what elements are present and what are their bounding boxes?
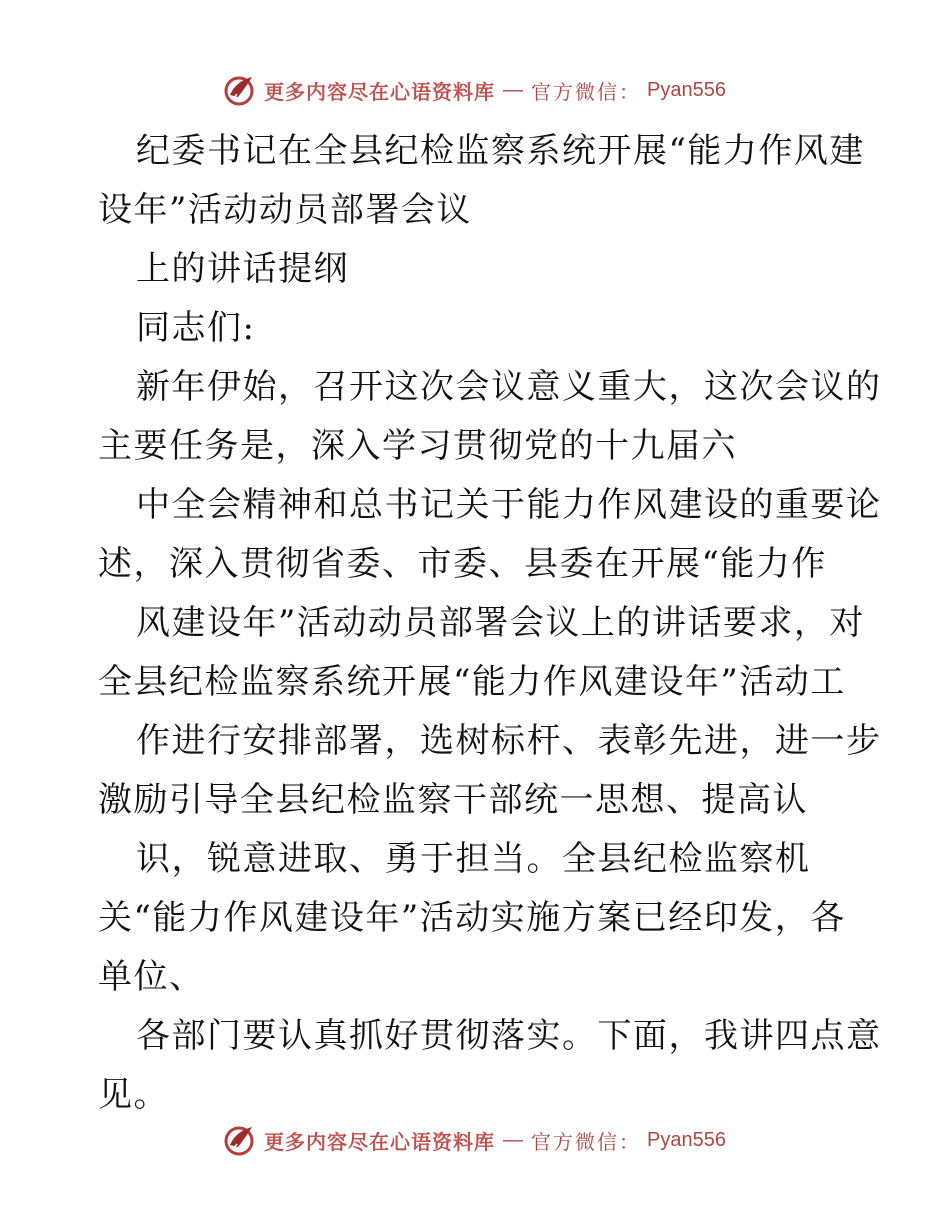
title-line-2: 设年”活动动员部署会议 (98, 190, 472, 230)
document-body (98, 122, 882, 1125)
header-watermark (0, 70, 950, 110)
paragraph-line: 全县纪检监察系统开展“能力作风建设年”活动工 (98, 662, 846, 702)
paragraph-line: 激励引导全县纪检监察干部统一思想、提高认 (98, 780, 808, 820)
pen-logo-icon (224, 73, 258, 107)
watermark-wechat-label: 官方微信： (531, 79, 642, 104)
footer-watermark (0, 1120, 950, 1160)
paragraph-line: 中全会精神和总书记关于能力作风建设的重要论 (136, 485, 882, 525)
paragraph-line: 各部门要认真抓好贯彻落实。下面，我讲四点意 (136, 1016, 882, 1056)
paragraph-line: 作进行安排部署，选树标杆、表彰先进，进一步 (136, 721, 882, 761)
watermark-main-text: 更多内容尽在心语资料库 (264, 79, 496, 104)
watermark-wechat-id: Pyan556 (647, 78, 726, 101)
paragraph-line: 新年伊始，召开这次会议意义重大，这次会议的 (136, 367, 882, 407)
paragraph-line: 见。 (98, 1075, 169, 1115)
paragraph-line: 关“能力作风建设年”活动实施方案已经印发，各 (98, 898, 846, 938)
title-line-3: 上的讲话提纲 (136, 249, 349, 289)
pen-logo-icon (224, 1123, 258, 1157)
salutation: 同志们: (136, 308, 256, 348)
watermark-dash: — (503, 78, 524, 101)
watermark-wechat-label: 官方微信： (531, 1129, 642, 1154)
paragraph-line: 主要任务是，深入学习贯彻党的十九届六 (98, 426, 737, 466)
watermark-main-text: 更多内容尽在心语资料库 (264, 1129, 496, 1154)
watermark-dash: — (503, 1128, 524, 1151)
paragraph-line: 单位、 (98, 957, 205, 997)
watermark-wechat-id: Pyan556 (647, 1128, 726, 1151)
paragraph-line: 风建设年”活动动员部署会议上的讲话要求，对 (136, 603, 865, 643)
paragraph-line: 述，深入贯彻省委、市委、县委在开展“能力作 (98, 544, 827, 584)
paragraph-line: 识，锐意进取、勇于担当。全县纪检监察机 (136, 839, 811, 879)
title-line-1: 纪委书记在全县纪检监察系统开展“能力作风建 (136, 131, 865, 171)
